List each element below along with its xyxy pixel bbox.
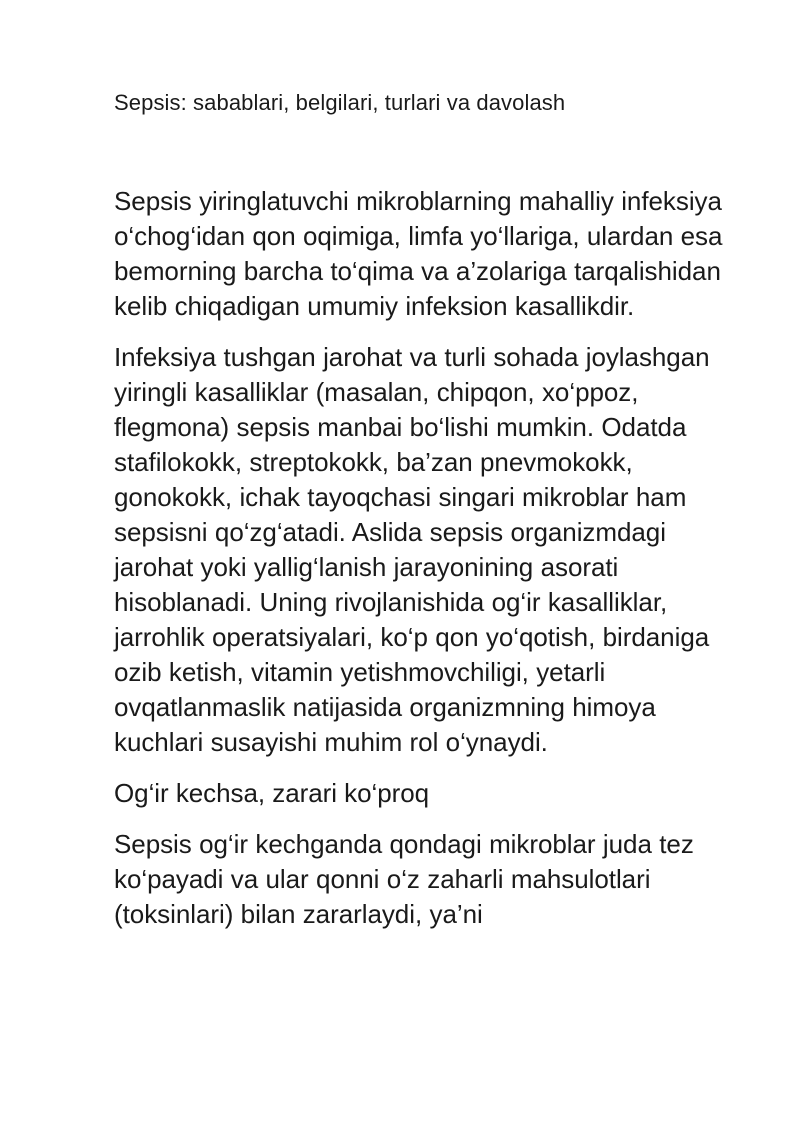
- document-content: [114, 88, 744, 932]
- paragraph-intro: Sepsis yiringlatuvchi mikroblarning mahalliy infeksiya o‘chog‘idan qon oqimiga, limfa yo‘llariga, ulardan esa bemorning barcha to‘qima va a’zolariga tarqalishidan kelib chiqadigan umumiy infeksion kasallikdir.: [114, 186, 723, 321]
- document-body: [114, 184, 744, 932]
- page-title: Sepsis: sabablari, belgilari, turlari va davolash: [114, 90, 566, 115]
- paragraph-severe-course: Sepsis og‘ir kechganda qondagi mikroblar juda tez ko‘payadi va ular qonni o‘z zaharli mahsulotlari (toksinlari) bilan zararlaydi, ya’ni: [114, 829, 694, 929]
- paragraph-causes: Infeksiya tushgan jarohat va turli sohada joylashgan yiringli kasalliklar (masalan, chipqon, xo‘ppoz, flegmona) sepsis manbai bo‘lishi mumkin. Odatda stafilokokk, streptokokk, ba’zan pnevmokokk, gonokokk, ichak tayoqchasi singari mikroblar ham sepsisni qo‘zg‘atadi. Aslida sepsis organizmdagi jarohat yoki yallig‘lanish jarayonining asorati hisoblanadi. Uning rivojlanishida og‘ir kasalliklar, jarrohlik operatsiyalari, ko‘p qon yo‘qotish, birdaniga ozib ketish, vitamin yetishmovchiligi, yetarli ovqatlanmaslik natijasida organizmning himoya kuchlari susayishi muhim rol o‘ynaydi.: [114, 342, 710, 757]
- section-subheading: Og‘ir kechsa, zarari ko‘proq: [114, 778, 430, 808]
